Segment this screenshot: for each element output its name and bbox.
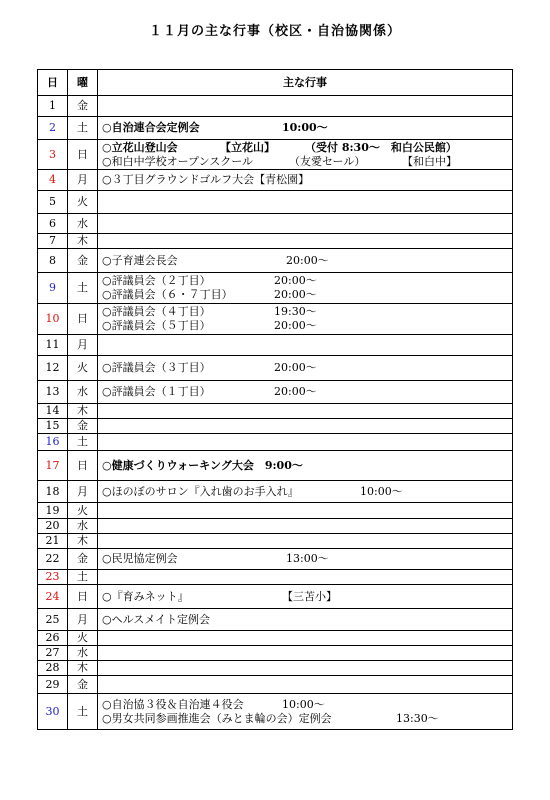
day-cell: 9 [38,273,68,304]
event-text: ○評議員会（４丁目） [102,305,211,318]
table-row [38,335,513,356]
event-line [102,319,512,333]
day-cell: 4 [38,170,68,191]
event-line [102,613,512,627]
event-text: ○ほのぼのサロン『入れ歯のお手入れ』 [102,484,299,498]
weekday-cell: 木 [68,661,98,676]
event-detail: 10:00～ [282,121,328,134]
table-row [38,214,513,234]
day-cell: 7 [38,234,68,249]
table-row [38,304,513,335]
table-row [38,549,513,570]
weekday-cell: 金 [68,419,98,434]
weekday-cell: 金 [68,549,98,570]
weekday-cell: 月 [68,481,98,503]
table-row [38,694,513,730]
day-cell: 27 [38,646,68,661]
event-detail: 【和白中】 [402,154,457,168]
event-text: ○民児協定例会 [102,552,178,565]
event-line [102,288,512,302]
events-cell [98,140,513,170]
events-cell [98,419,513,434]
event-line [102,173,512,187]
table-row [38,519,513,534]
day-cell: 12 [38,356,68,381]
weekday-cell: 金 [68,249,98,273]
table-row [38,451,513,481]
event-detail: 20:00～ [286,253,329,267]
day-cell: 2 [38,117,68,140]
weekday-cell: 日 [68,451,98,481]
day-cell: 17 [38,451,68,481]
table-row [38,96,513,117]
event-detail: 【三苫小】 [282,589,337,603]
events-table [37,69,513,730]
event-line [102,361,512,375]
table-row [38,170,513,191]
weekday-cell: 水 [68,381,98,404]
event-line [102,485,512,499]
table-row [38,191,513,214]
events-cell [98,191,513,214]
event-detail: 13:00～ [286,552,329,565]
table-row [38,609,513,631]
header-day: 日 [38,70,68,96]
page-title: １１月の主な行事（校区・自治協関係） [148,24,401,39]
table-row [38,676,513,694]
event-detail: 20:00～ [274,361,317,374]
table-row [38,140,513,170]
events-cell [98,694,513,730]
table-row [38,570,513,585]
table-row [38,661,513,676]
event-line [102,155,512,169]
event-text: ○和白中学校オープンスクール [102,154,254,168]
day-cell: 15 [38,419,68,434]
weekday-cell: 土 [68,434,98,451]
event-text: ○評議員会（１丁目） [102,385,211,398]
weekday-cell: 火 [68,631,98,646]
events-cell [98,335,513,356]
weekday-cell: 日 [68,140,98,170]
day-cell: 23 [38,570,68,585]
weekday-cell: 土 [68,694,98,730]
event-detail: 20:00～ [274,385,317,398]
event-line [102,459,512,473]
event-line [102,385,512,399]
table-row [38,503,513,519]
day-cell: 5 [38,191,68,214]
weekday-cell: 月 [68,170,98,191]
weekday-cell: 金 [68,676,98,694]
table-row [38,117,513,140]
day-cell: 28 [38,661,68,676]
table-row [38,381,513,404]
day-cell: 10 [38,304,68,335]
event-text: ○子育連会長会 [102,253,178,267]
event-detail: 19:30～ [274,305,317,318]
day-cell: 29 [38,676,68,694]
day-cell: 24 [38,585,68,609]
event-text: ○自治協３役＆自治連４役会 [102,697,244,711]
table-row [38,404,513,419]
event-text: ○評議員会（３丁目） [102,361,211,374]
events-cell [98,481,513,503]
events-cell [98,234,513,249]
table-row [38,646,513,661]
event-text: ○立花山登山会 [102,140,178,154]
table-row [38,249,513,273]
weekday-cell: 月 [68,335,98,356]
weekday-cell: 火 [68,356,98,381]
day-cell: 25 [38,609,68,631]
day-cell: 11 [38,335,68,356]
event-line [102,274,512,288]
event-detail: 10:00～ [282,697,325,711]
table-row [38,481,513,503]
weekday-cell: 金 [68,96,98,117]
events-cell [98,661,513,676]
day-cell: 30 [38,694,68,730]
weekday-cell: 火 [68,191,98,214]
table-header-row [38,70,513,96]
events-cell [98,434,513,451]
weekday-cell: 月 [68,609,98,631]
event-line [102,590,512,604]
day-cell: 1 [38,96,68,117]
events-cell [98,249,513,273]
day-cell: 13 [38,381,68,404]
events-cell [98,609,513,631]
event-line [102,698,512,712]
events-cell [98,273,513,304]
event-text: ○評議員会（５丁目） [102,319,211,332]
header-events: 主な行事 [98,70,513,96]
event-text: ○健康づくりウォーキング大会 9:00～ [102,458,303,472]
event-detail: 10:00～ [360,484,403,498]
event-line [102,121,512,135]
events-cell [98,549,513,570]
events-cell [98,170,513,191]
events-cell [98,356,513,381]
event-text: ○『育みネット』 [102,589,189,603]
event-detail: （友愛セール） [289,154,366,168]
events-cell [98,534,513,549]
weekday-cell: 水 [68,646,98,661]
event-line [102,254,512,268]
weekday-cell: 木 [68,404,98,419]
events-cell [98,631,513,646]
events-cell [98,646,513,661]
day-cell: 8 [38,249,68,273]
event-detail: 20:00～ [274,319,317,332]
day-cell: 16 [38,434,68,451]
weekday-cell: 火 [68,503,98,519]
table-row [38,631,513,646]
day-cell: 22 [38,549,68,570]
table-row [38,585,513,609]
day-cell: 14 [38,404,68,419]
day-cell: 21 [38,534,68,549]
event-detail: 【立花山】 [220,140,275,154]
day-cell: 26 [38,631,68,646]
day-cell: 20 [38,519,68,534]
event-line [102,305,512,319]
day-cell: 6 [38,214,68,234]
events-cell [98,96,513,117]
event-text: ○評議員会（２丁目） [102,274,211,287]
weekday-cell: 土 [68,570,98,585]
table-row [38,273,513,304]
event-line [102,712,512,726]
weekday-cell: 木 [68,534,98,549]
table-body [38,96,513,730]
event-detail: 13:30～ [396,711,439,725]
weekday-cell: 水 [68,214,98,234]
events-cell [98,381,513,404]
event-text: ○男女共同参画推進会（みとま輪の会）定例会 [102,711,332,725]
weekday-cell: 日 [68,304,98,335]
events-cell [98,304,513,335]
events-cell [98,117,513,140]
table-row [38,434,513,451]
table-row [38,234,513,249]
event-text: ○３丁目グラウンドゴルフ大会【青松園】 [102,173,310,186]
events-cell [98,676,513,694]
weekday-cell: 水 [68,519,98,534]
event-text: ○評議員会（６・７丁目） [102,288,233,301]
weekday-cell: 日 [68,585,98,609]
weekday-cell: 土 [68,273,98,304]
event-detail: （受付 8:30～ 和白公民館） [305,140,457,154]
day-cell: 18 [38,481,68,503]
events-cell [98,451,513,481]
event-detail: 20:00～ [274,274,317,287]
weekday-cell: 木 [68,234,98,249]
events-cell [98,570,513,585]
events-cell [98,404,513,419]
event-text: ○ヘルスメイト定例会 [102,612,211,626]
table-row [38,534,513,549]
event-line [102,141,512,155]
event-text: ○自治連合会定例会 [102,121,200,134]
events-cell [98,519,513,534]
events-cell [98,214,513,234]
events-cell [98,503,513,519]
day-cell: 3 [38,140,68,170]
event-line [102,552,512,566]
table-row [38,419,513,434]
header-weekday: 曜 [68,70,98,96]
event-detail: 20:00～ [274,288,317,301]
day-cell: 19 [38,503,68,519]
events-cell [98,585,513,609]
table-row [38,356,513,381]
weekday-cell: 土 [68,117,98,140]
